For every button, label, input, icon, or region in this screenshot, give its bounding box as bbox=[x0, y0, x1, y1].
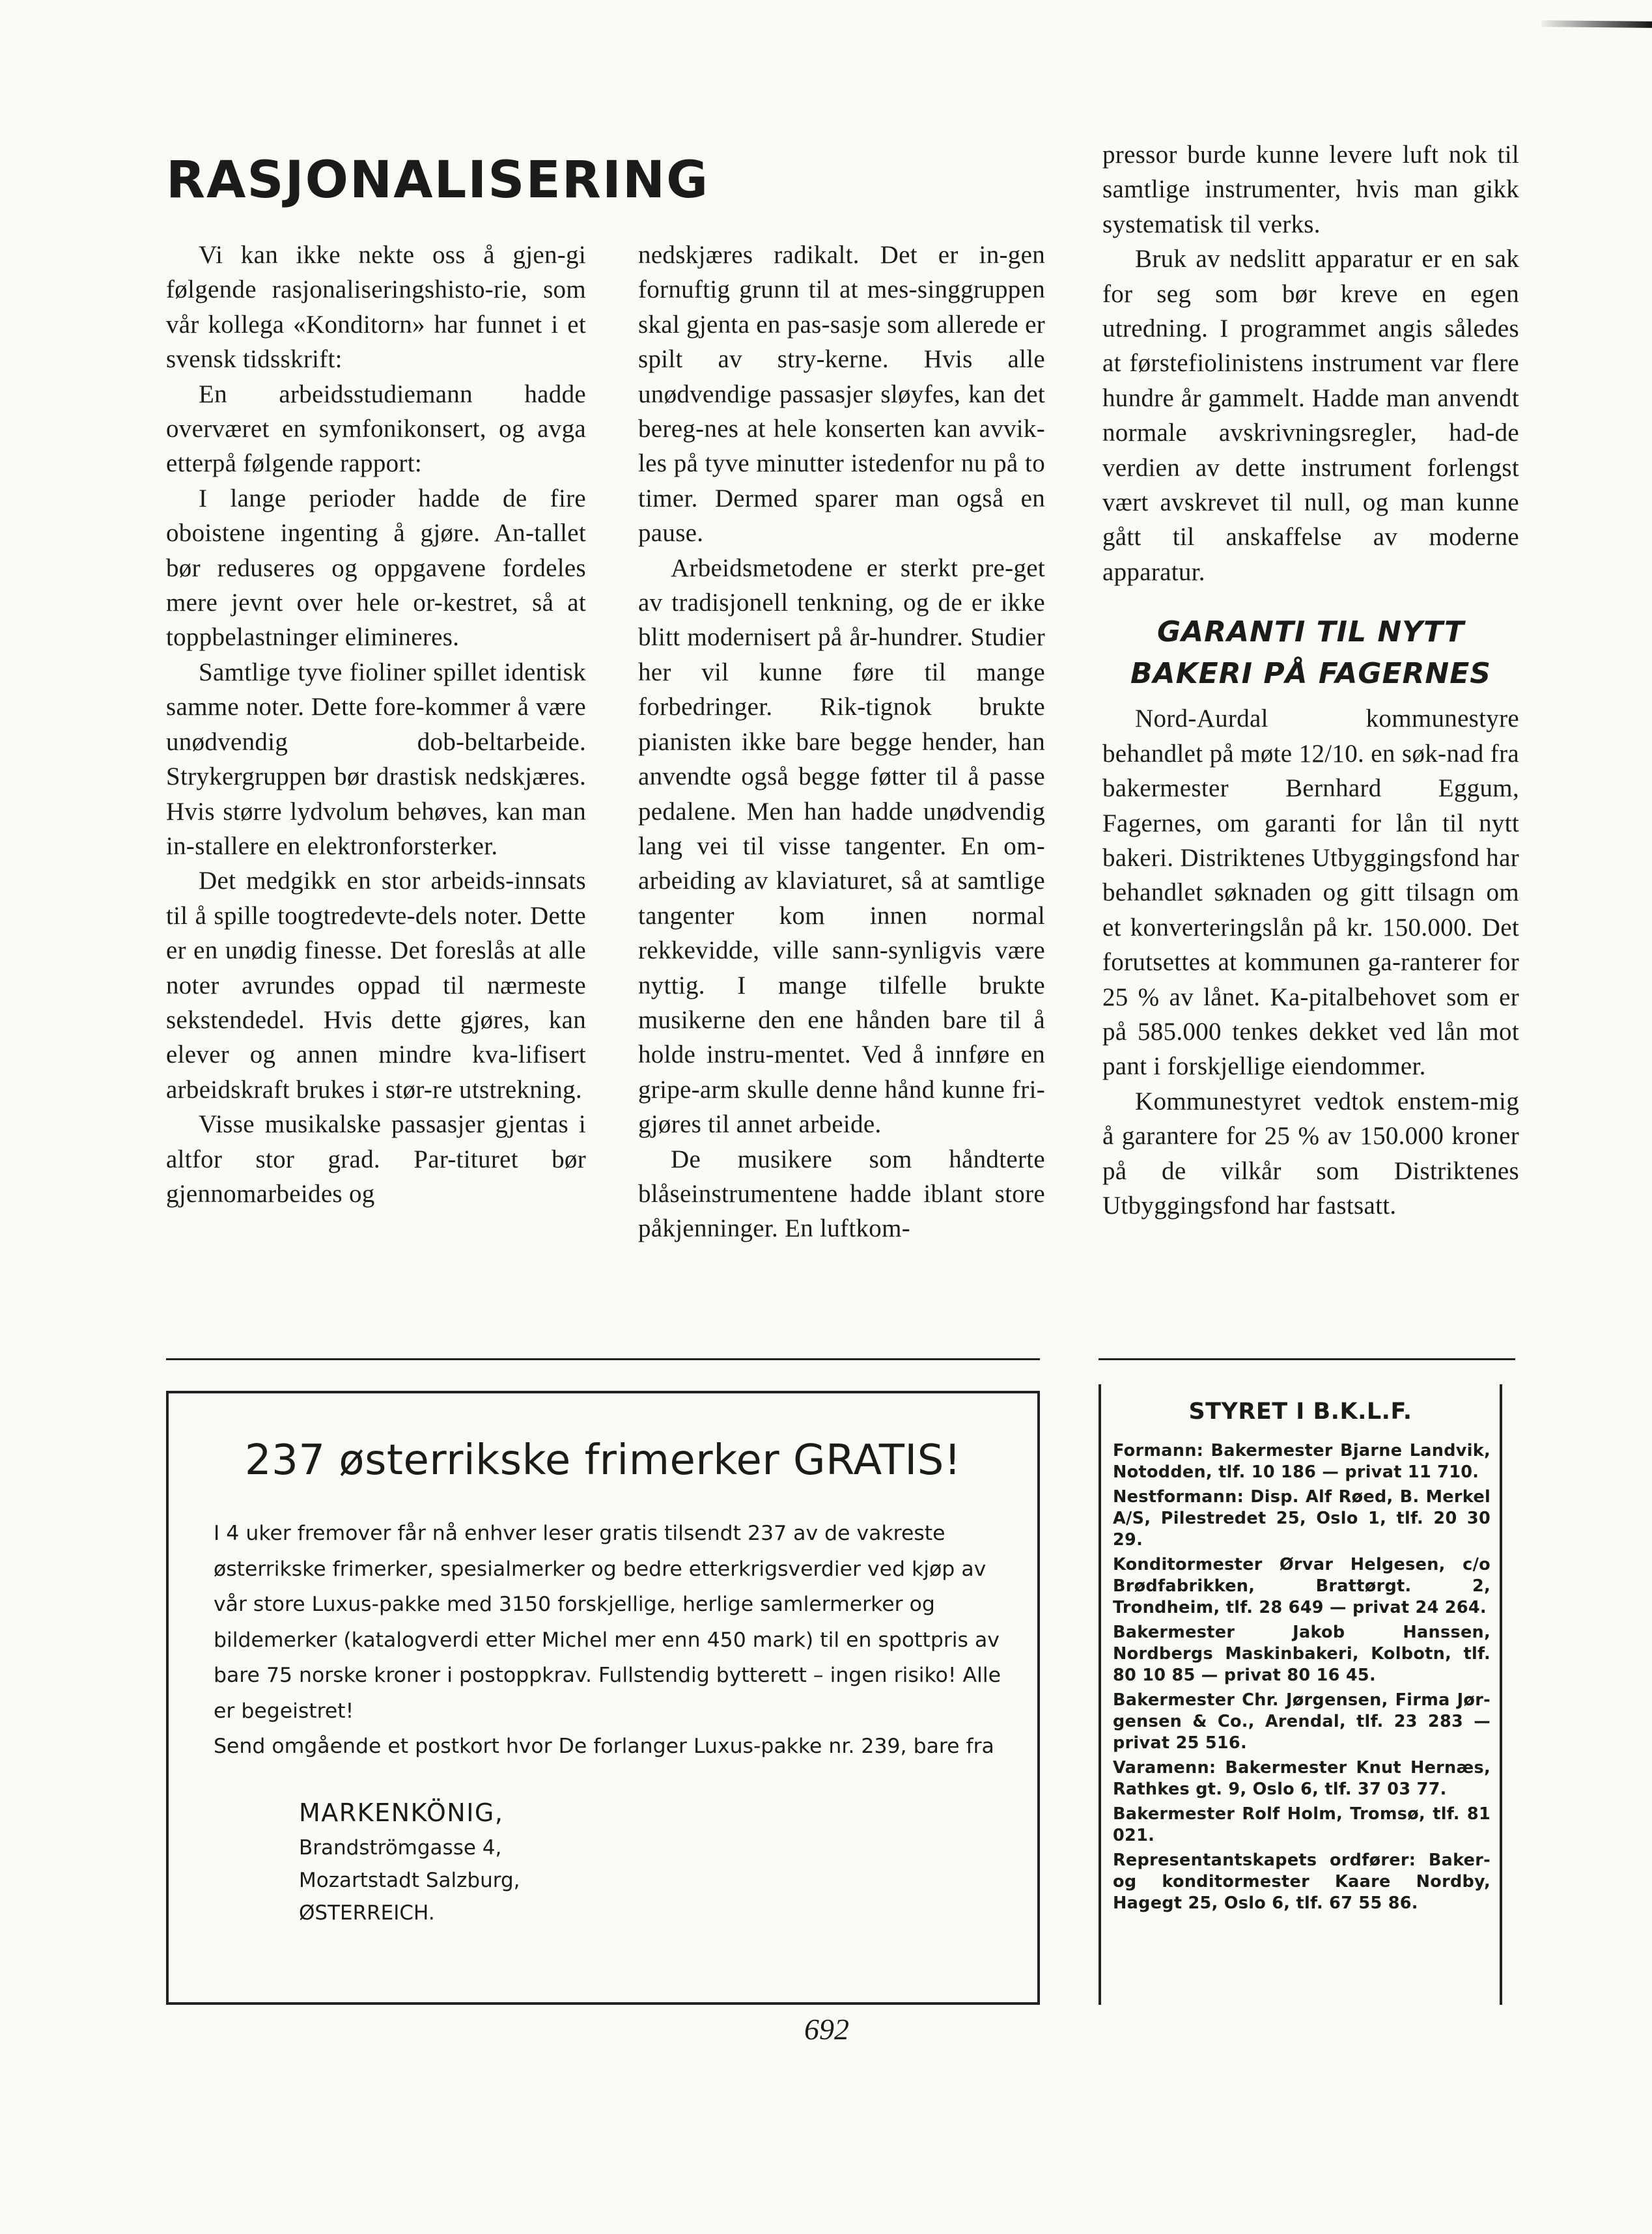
board-entry: Nestformann: Disp. Alf Røed, B. Merkel A/S, Pilestredet 25, Oslo 1, tlf. 20 30 29. bbox=[1113, 1487, 1491, 1550]
article-paragraph: De musikere som håndterte blåseinstrumentene hadde iblant store påkjenninger. En luftkom- bbox=[638, 1145, 1045, 1243]
news-headline bbox=[1102, 611, 1519, 695]
article-paragraph: Vi kan ikke nekte oss å gjen-gi følgende rasjonaliseringshisto-rie, som vår kollega «Konditorn» har funnet i et svensk tidsskrift: bbox=[166, 241, 586, 374]
board-title: STYRET I B.K.L.F. bbox=[1188, 1399, 1412, 1425]
ad-city: Mozartstadt Salzburg, bbox=[299, 1869, 520, 1892]
board-entry: Bakermester Chr. Jørgensen, Firma Jør-gensen & Co., Arendal, tlf. 23 283 — privat 25 516. bbox=[1113, 1690, 1491, 1753]
board-entry: Konditormester Ørvar Helgesen, c/o Brødfabrikken, Brattørgt. 2, Trondheim, tlf. 28 649 — privat 24 264. bbox=[1113, 1555, 1491, 1617]
board-entry: Representantskapets ordfører: Baker- og konditormester Kaare Nordby, Hagegt 25, Oslo 6, tlf. 67 55 86. bbox=[1113, 1850, 1491, 1913]
article-headline: RASJONALISERING bbox=[166, 151, 710, 210]
article-paragraph: Samtlige tyve fioliner spillet identisk samme noter. Dette fore-kommer å være unødvendig dob-beltarbeide. Strykergruppen bør drastisk nedskjæres. Hvis større lydvolum behøves, kan man in-stallere en elektronforsterker. bbox=[166, 658, 586, 860]
article-paragraph: Visse musikalske passasjer gjentas i altfor stor grad. Par-tituret bør gjennomarbeides og bbox=[166, 1110, 586, 1208]
page-number: 692 bbox=[804, 2013, 849, 2046]
board-listing bbox=[1099, 1384, 1502, 2005]
article-paragraph: Det medgikk en stor arbeids-innsats til å spille toogtredevte-dels noter. Dette er en unødig finesse. Det foreslås at alle noter avrundes oppad til nærmeste sekstendedel. Hvis dette gjøres, kan elever og annen mindre kva-lifisert arbeidskraft brukes i stør-re utstrekning. bbox=[166, 867, 586, 1104]
news-headline-line: GARANTI TIL NYTT bbox=[1156, 615, 1465, 649]
board-entry: Bakermester Rolf Holm, Tromsø, tlf. 81 021. bbox=[1113, 1804, 1491, 1845]
article-paragraph: Arbeidsmetodene er sterkt pre-get av tradisjonell tenkning, og de er ikke blitt modernisert på år-hundrer. Studier her vil kunne føre til mange forbedringer. Rik-tignok brukte pianisten ikke bare begge hender, han anvendte også begge føtter til å passe pedalene. Men han hadde unødvendig lang vei til visse tangenter. En om-arbeiding av klaviaturet, så at samtlige tangenter kom innen normal rekkevidde, ville sann-synligvis være nyttig. I mange tilfelle brukte musikerne den ene hånden bare til å holde instru-mentet. Ved å innføre en gripe-arm skulle denne hånd kunne fri-gjøres til annet arbeide. bbox=[638, 553, 1045, 1139]
article-paragraph: Bruk av nedslitt apparatur er en sak for seg som bør kreve en egen utredning. I programmet angis således at førstefiolinistens instrument var flere hundre år gammelt. Hadde man anvendt normale avskrivningsregler, had-de verdien av dette instrument forlengst vært avskrevet til null, og man kunne gått til anskaffelse av moderne apparatur. bbox=[1102, 245, 1519, 586]
ad-street: Brandströmgasse 4, bbox=[299, 1836, 502, 1860]
article-paragraph: pressor burde kunne levere luft nok til samtlige instrumenter, hvis man gikk systematisk til verks. bbox=[1102, 141, 1519, 238]
ad-title: 237 østerrikske frimerker GRATIS! bbox=[244, 1436, 962, 1485]
column-rule bbox=[166, 1358, 1040, 1360]
ad-call-to-action: Send omgående et postkort hvor De forlanger Luxus-pakke nr. 239, bare fra bbox=[214, 1735, 994, 1758]
news-headline-line: BAKERI PÅ FAGERNES bbox=[1130, 657, 1491, 691]
news-paragraph: Kommunestyret vedtok enstem-mig å garantere for 25 % av 150.000 kroner på de vilkår som Distriktenes Utbyggingsfond har fastsatt. bbox=[1102, 1087, 1519, 1220]
article-column-2 bbox=[638, 238, 1045, 1246]
board-entry: Formann: Bakermester Bjarne Landvik, Notodden, tlf. 10 186 — privat 11 710. bbox=[1113, 1441, 1491, 1482]
ad-firm-name: MARKENKÖNIG, bbox=[299, 1798, 504, 1827]
board-border-right bbox=[1500, 1384, 1502, 2005]
board-entry: Varamenn: Bakermester Knut Hernæs, Rathkes gt. 9, Oslo 6, tlf. 37 03 77. bbox=[1113, 1758, 1491, 1799]
board-entry: Bakermester Jakob Hanssen, Nordbergs Maskinbakeri, Kolbotn, tlf. 80 10 85 — privat 80 16 45. bbox=[1113, 1623, 1491, 1685]
article-column-3 bbox=[1102, 137, 1519, 1223]
scan-edge-mark bbox=[1541, 20, 1652, 28]
article-paragraph: En arbeidsstudiemann hadde overværet en symfonikonsert, og avga etterpå følgende rapport: bbox=[166, 380, 586, 478]
article-paragraph: I lange perioder hadde de fire oboistene ingenting å gjøre. An-tallet bør reduseres og oppgavene fordeles mere jevnt over hele or-kestret, så at toppbelastninger elimineres. bbox=[166, 484, 586, 652]
column-rule bbox=[1099, 1358, 1515, 1360]
advertisement-box bbox=[166, 1391, 1040, 2005]
ad-address bbox=[299, 1794, 520, 1929]
board-border-left bbox=[1099, 1384, 1101, 2005]
article-column-1 bbox=[166, 238, 586, 1211]
ad-country: ØSTERREICH. bbox=[299, 1901, 435, 1925]
ad-body bbox=[214, 1516, 1001, 1765]
news-paragraph: Nord-Aurdal kommunestyre behandlet på møte 12/10. en søk-nad fra bakermester Bernhard Eggum, Fagernes, om garanti for lån til nytt bakeri. Distriktenes Utbyggingsfond har behandlet søknaden og gitt tilsagn om et konverteringslån på kr. 150.000. Det forutsettes at kommunen ga-ranterer for 25 % av lånet. Ka-pitalbehovet som er på 585.000 tenkes dekket ved lån mot pant i forskjellige eiendommer. bbox=[1102, 705, 1519, 1081]
ad-text: I 4 uker fremover får nå enhver leser gratis tilsendt 237 av de vakreste østerrikske frimerker, spesialmerker og bedre etterkrigsverdier ved kjøp av vår store Luxus-pakke med 3150 forskjellige, herlige samlermerker og bildemerker (katalogverdi etter Michel mer enn 450 mark) til en spottpris av bare 75 norske kroner i postoppkrav. Fullstendig bytterett – ingen risiko! Alle er begeistret! bbox=[214, 1522, 1001, 1723]
article-paragraph: nedskjæres radikalt. Det er in-gen fornuftig grunn til at mes-singgruppen skal gjenta en pas-sasje som allerede er spilt av stry-kerne. Hvis alle unødvendige passasjer sløyfes, kan det bereg-nes at hele konserten kan avvik-les på tyve minutter istedenfor nu på to timer. Dermed sparer man også en pause. bbox=[638, 241, 1045, 548]
